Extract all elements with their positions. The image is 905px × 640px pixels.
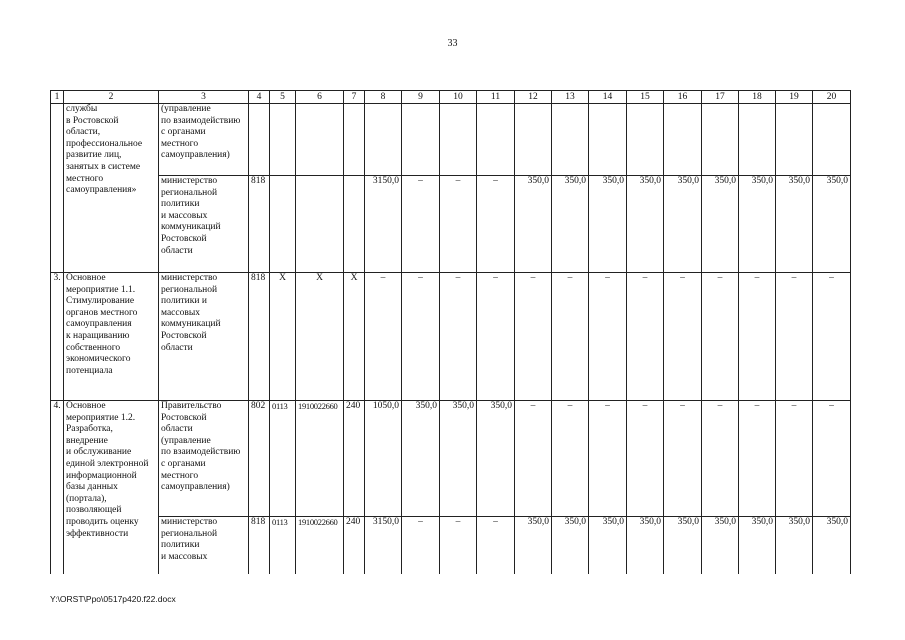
amount-cell: – — [813, 401, 851, 517]
expense-type-cell: Х — [344, 273, 365, 401]
amount-cell: 350,0 — [702, 176, 739, 273]
amount-cell: – — [664, 273, 702, 401]
amount-cell: 350,0 — [813, 176, 851, 273]
section-code-cell: 0113 — [270, 517, 296, 574]
column-header: 11 — [477, 91, 515, 104]
column-header: 20 — [813, 91, 851, 104]
amount-cell: – — [664, 401, 702, 517]
amount-cell: 350,0 — [664, 176, 702, 273]
column-header: 6 — [296, 91, 344, 104]
amount-cell: 350,0 — [627, 517, 664, 574]
column-header: 2 — [64, 91, 159, 104]
table-row — [51, 104, 851, 176]
amount-cell: – — [365, 273, 402, 401]
row-number-cell — [51, 104, 64, 273]
amount-cell: – — [440, 273, 477, 401]
expense-type-cell: 240 — [344, 517, 365, 574]
amount-cell: – — [589, 401, 627, 517]
column-header: 17 — [702, 91, 739, 104]
amount-cell: – — [702, 273, 739, 401]
table-row — [51, 176, 851, 273]
column-header: 16 — [664, 91, 702, 104]
amount-cell: – — [402, 273, 440, 401]
amount-cell: – — [552, 401, 589, 517]
row-number-cell: 3. — [51, 273, 64, 401]
activity-name-cell: Основное мероприятие 1.2. Разработка, внедрение и обслуживание единой электронной информационной базы данных (портала), позволяющей проводить оценку эффективности — [64, 401, 159, 574]
amount-cell: 350,0 — [627, 176, 664, 273]
amount-cell: 350,0 — [552, 517, 589, 574]
target-article-cell: Х — [296, 273, 344, 401]
section-code-cell: Х — [270, 273, 296, 401]
amount-cell: – — [515, 273, 552, 401]
table-row — [51, 401, 851, 517]
activity-name-cell: службы в Ростовской области, профессиональное развитие лиц, занятых в системе местного самоуправления» — [64, 104, 159, 273]
column-header: 15 — [627, 91, 664, 104]
amount-cell: 350,0 — [552, 176, 589, 273]
column-header: 18 — [739, 91, 776, 104]
amount-cell: 350,0 — [664, 517, 702, 574]
header-row — [51, 91, 851, 104]
amount-cell: – — [402, 517, 440, 574]
column-header: 10 — [440, 91, 477, 104]
amount-cell: – — [776, 401, 813, 517]
file-path-footer: Y:\ORST\Ppo\0517p420.f22.docx — [50, 594, 176, 604]
table-row — [51, 273, 851, 401]
amount-cell: – — [402, 176, 440, 273]
grbs-code-cell: 818 — [249, 273, 270, 401]
amount-cell: – — [813, 273, 851, 401]
column-header: 13 — [552, 91, 589, 104]
executor-cell: Правительство Ростовской области (управление по взаимодействию с органами местного самоуправления) — [159, 401, 249, 517]
amount-cell: – — [627, 401, 664, 517]
amount-cell: – — [589, 273, 627, 401]
table-row — [51, 517, 851, 574]
amount-cell: – — [739, 273, 776, 401]
amount-cell: – — [477, 176, 515, 273]
activity-name-cell: Основное мероприятие 1.1. Стимулирование органов местного самоуправления к наращиванию собственного экономического потенциала — [64, 273, 159, 401]
target-article-cell: 1910022660 — [296, 517, 344, 574]
amount-cell: – — [776, 273, 813, 401]
executor-cell: министерство региональной политики и массовых коммуникаций Ростовской области — [159, 273, 249, 401]
amount-cell: – — [739, 401, 776, 517]
column-header: 8 — [365, 91, 402, 104]
column-header: 5 — [270, 91, 296, 104]
section-code-cell: 0113 — [270, 401, 296, 517]
amount-cell: 3150,0 — [365, 176, 402, 273]
grbs-code-cell: 802 — [249, 401, 270, 517]
amount-cell: 350,0 — [477, 401, 515, 517]
column-header: 9 — [402, 91, 440, 104]
amount-cell: 350,0 — [589, 176, 627, 273]
executor-cell: министерство региональной политики и массовых коммуникаций Ростовской области — [159, 176, 249, 273]
row-number-cell: 4. — [51, 401, 64, 574]
amount-cell: 350,0 — [515, 517, 552, 574]
amount-cell: – — [515, 401, 552, 517]
amount-cell: – — [552, 273, 589, 401]
amount-cell: 350,0 — [402, 401, 440, 517]
amount-cell: – — [440, 517, 477, 574]
column-header: 19 — [776, 91, 813, 104]
amount-cell: 350,0 — [739, 517, 776, 574]
amount-cell: 350,0 — [776, 517, 813, 574]
amount-cell: – — [477, 273, 515, 401]
grbs-code-cell: 818 — [249, 517, 270, 574]
amount-cell: – — [702, 401, 739, 517]
amount-cell: 350,0 — [776, 176, 813, 273]
column-header: 12 — [515, 91, 552, 104]
amount-cell: 350,0 — [515, 176, 552, 273]
column-header: 14 — [589, 91, 627, 104]
column-header: 3 — [159, 91, 249, 104]
amount-cell: 1050,0 — [365, 401, 402, 517]
expense-type-cell: 240 — [344, 401, 365, 517]
amount-cell: 350,0 — [739, 176, 776, 273]
target-article-cell: 1910022660 — [296, 401, 344, 517]
amount-cell: – — [627, 273, 664, 401]
executor-cell: министерство региональной политики и массовых — [159, 517, 249, 574]
column-header: 4 — [249, 91, 270, 104]
budget-table — [50, 90, 851, 574]
page-number: 33 — [447, 38, 458, 49]
amount-cell: 350,0 — [702, 517, 739, 574]
amount-cell: – — [440, 176, 477, 273]
amount-cell: 350,0 — [589, 517, 627, 574]
column-header: 1 — [51, 91, 64, 104]
amount-cell: 350,0 — [813, 517, 851, 574]
executor-cell: (управление по взаимодействию с органами местного самоуправления) — [159, 104, 249, 176]
column-header: 7 — [344, 91, 365, 104]
amount-cell: 3150,0 — [365, 517, 402, 574]
grbs-code-cell: 818 — [249, 176, 270, 273]
amount-cell: 350,0 — [440, 401, 477, 517]
amount-cell: – — [477, 517, 515, 574]
